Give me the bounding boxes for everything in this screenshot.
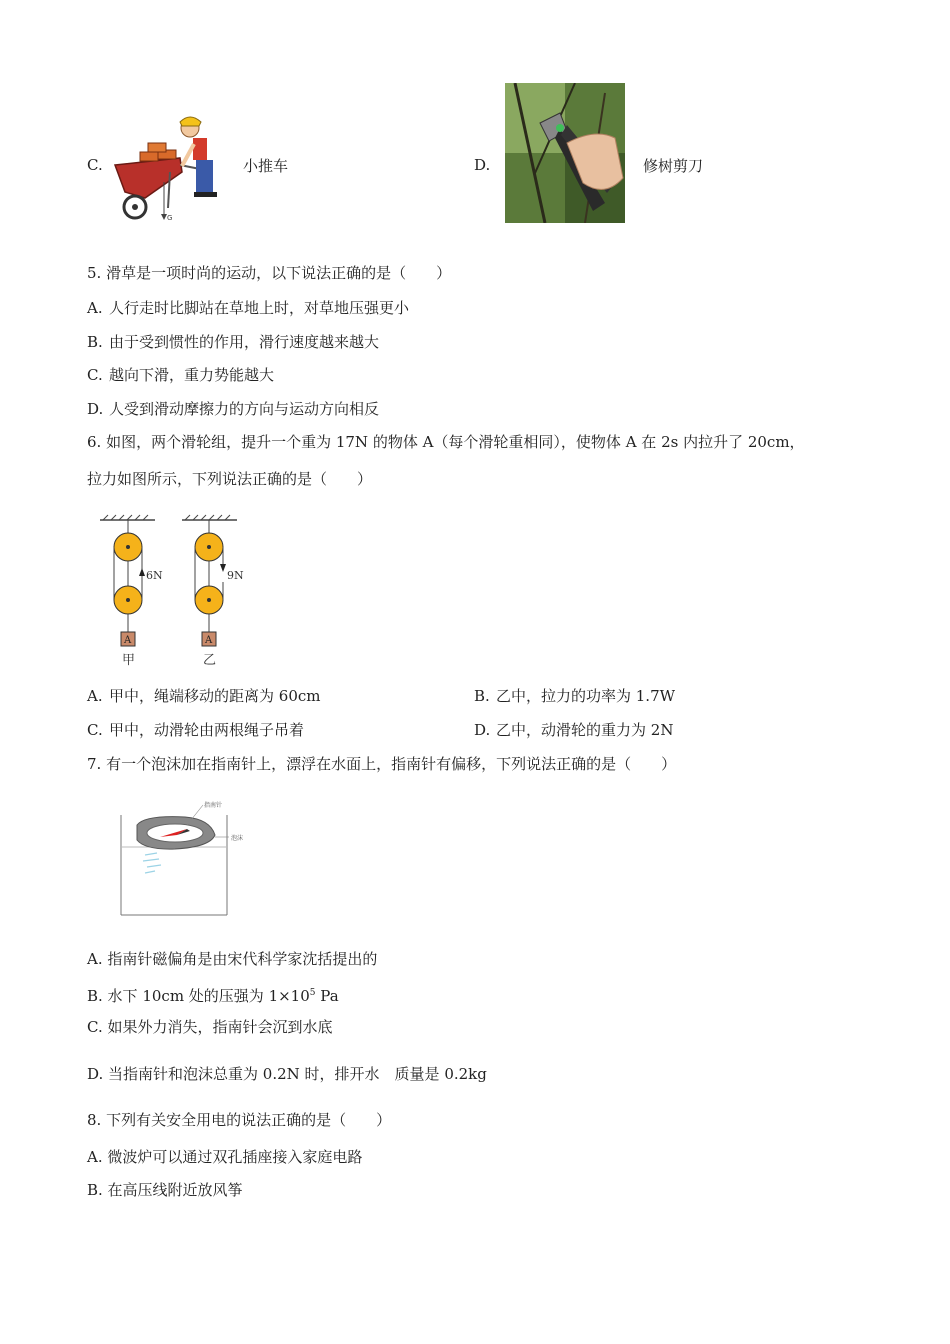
option-label: A. <box>87 687 103 705</box>
pruning-shears-photo <box>505 83 625 223</box>
q6-stem-line2: 拉力如图所示，下列说法正确的是（ ） <box>87 470 373 488</box>
q5-stem: 5. 滑草是一项时尚的运动，以下说法正确的是（ ） <box>87 264 452 282</box>
option-b-exponent: 5 <box>309 988 316 998</box>
right-block-label: A <box>205 635 213 646</box>
svg-text:G: G <box>167 214 173 222</box>
q6-option-d <box>474 720 673 740</box>
right-name: 乙 <box>203 653 217 668</box>
option-label: C. <box>87 721 103 739</box>
label-needle: 指南针 <box>204 802 223 809</box>
option-text: 甲中，动滑轮由两根绳子吊着 <box>109 721 305 739</box>
option-text: 乙中，拉力的功率为 1.7W <box>496 687 676 705</box>
wheelbarrow-illustration <box>110 110 235 225</box>
q5-option-a <box>87 298 409 318</box>
pulley-diagram <box>95 512 260 672</box>
option-c-label: C. <box>87 156 103 174</box>
left-force-label: 6N <box>146 569 163 582</box>
option-text: 乙中，动滑轮的重力为 2N <box>496 721 674 739</box>
option-label: B. <box>474 687 490 705</box>
q6-stem-line1: 6. 如图，两个滑轮组，提升一个重为 17N 的物体 A（每个滑轮重相同），使物体 A 在 2s 内拉升了 20cm， <box>87 433 805 451</box>
option-label: C. <box>87 366 103 384</box>
q5-option-c <box>87 365 274 385</box>
left-block-label: A <box>124 635 132 646</box>
q8-option-b: B. 在高压线附近放风筝 <box>87 1181 243 1199</box>
right-force-label: 9N <box>227 569 244 582</box>
option-label: D. <box>474 721 491 739</box>
option-text: 越向下滑，重力势能越大 <box>109 366 275 384</box>
q7-stem: 7. 有一个泡沫加在指南针上，漂浮在水面上，指南针有偏移，下列说法正确的是（ ） <box>87 755 677 773</box>
q5-option-b <box>87 332 379 352</box>
option-b-text: B. 水下 10cm 处的压强为 1×10 <box>87 987 310 1005</box>
left-name: 甲 <box>122 653 136 668</box>
option-d-text: 修树剪刀 <box>643 157 704 175</box>
compass-float-diagram <box>115 795 255 920</box>
label-foam: 泡沫 <box>231 835 244 842</box>
q6-option-b <box>474 686 675 706</box>
q7-option-a: A. 指南针磁偏角是由宋代科学家沈括提出的 <box>87 950 378 968</box>
q7-option-d: D. 当指南针和泡沫总重为 0.2N 时，排开水 质量是 0.2kg <box>87 1065 487 1083</box>
q7-option-c: C. 如果外力消失，指南针会沉到水底 <box>87 1018 333 1036</box>
q8-stem: 8. 下列有关安全用电的说法正确的是（ ） <box>87 1111 392 1129</box>
q8-option-a: A. 微波炉可以通过双孔插座接入家庭电路 <box>87 1148 363 1166</box>
q7-option-b <box>87 983 339 1006</box>
option-label: A. <box>87 299 103 317</box>
q6-option-a <box>87 686 320 706</box>
option-c-text: 小推车 <box>243 157 289 175</box>
q6-option-c <box>87 720 304 740</box>
option-label: D. <box>87 400 104 418</box>
option-text: 人受到滑动摩擦力的方向与运动方向相反 <box>109 400 380 418</box>
option-text: 人行走时比脚站在草地上时，对草地压强更小 <box>109 299 410 317</box>
option-b-unit: Pa <box>315 987 339 1005</box>
q5-option-d <box>87 399 379 419</box>
option-label: B. <box>87 333 103 351</box>
option-text: 甲中，绳端移动的距离为 60cm <box>109 687 321 705</box>
option-d-label: D. <box>474 156 491 174</box>
option-text: 由于受到惯性的作用，滑行速度越来越大 <box>109 333 380 351</box>
